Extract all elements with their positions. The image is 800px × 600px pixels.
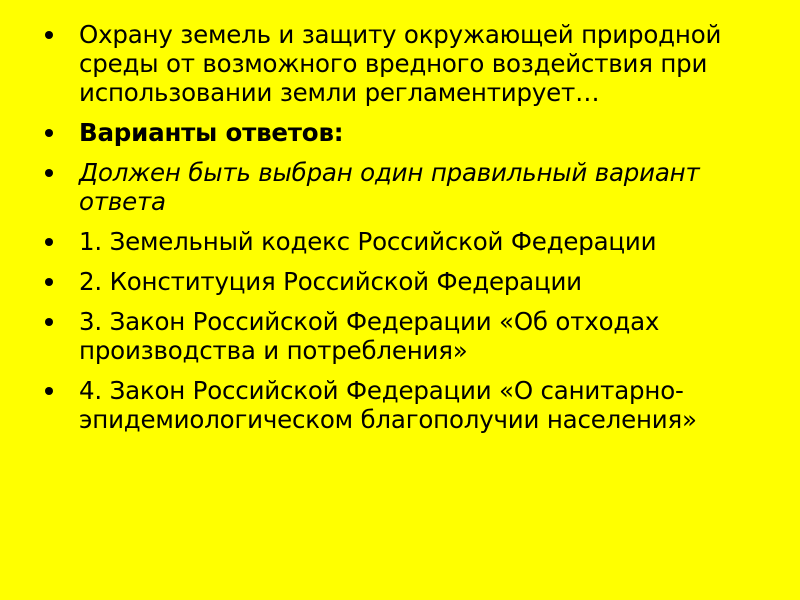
bullet-icon [45, 169, 53, 177]
bullet-icon [45, 278, 53, 286]
instruction-text [42, 158, 776, 216]
answer-option-2[interactable] [42, 267, 776, 296]
bullet-icon [45, 129, 53, 137]
answers-heading [42, 118, 776, 147]
answer-option-label: 4. Закон Российской Федерации «О санитарно-эпидемиологическом благополучии населения» [79, 376, 697, 434]
question-label: Охрану земель и защиту окружающей природной среды от возможного вредного воздействия при использовании земли регламентирует… [79, 20, 722, 107]
answers-heading-label: Варианты ответов: [79, 118, 344, 147]
answer-option-1[interactable] [42, 227, 776, 256]
instruction-label: Должен быть выбран один правильный вариант ответа [79, 158, 700, 216]
answer-option-3[interactable] [42, 307, 776, 365]
bullet-icon [45, 318, 53, 326]
bullet-list [42, 20, 776, 434]
answer-option-4[interactable] [42, 376, 776, 434]
bullet-icon [45, 238, 53, 246]
bullet-icon [45, 31, 53, 39]
answer-option-label: 2. Конституция Российской Федерации [79, 267, 582, 296]
bullet-icon [45, 387, 53, 395]
question-text [42, 20, 776, 107]
answer-option-label: 3. Закон Российской Федерации «Об отходах производства и потребления» [79, 307, 660, 365]
answer-option-label: 1. Земельный кодекс Российской Федерации [79, 227, 657, 256]
